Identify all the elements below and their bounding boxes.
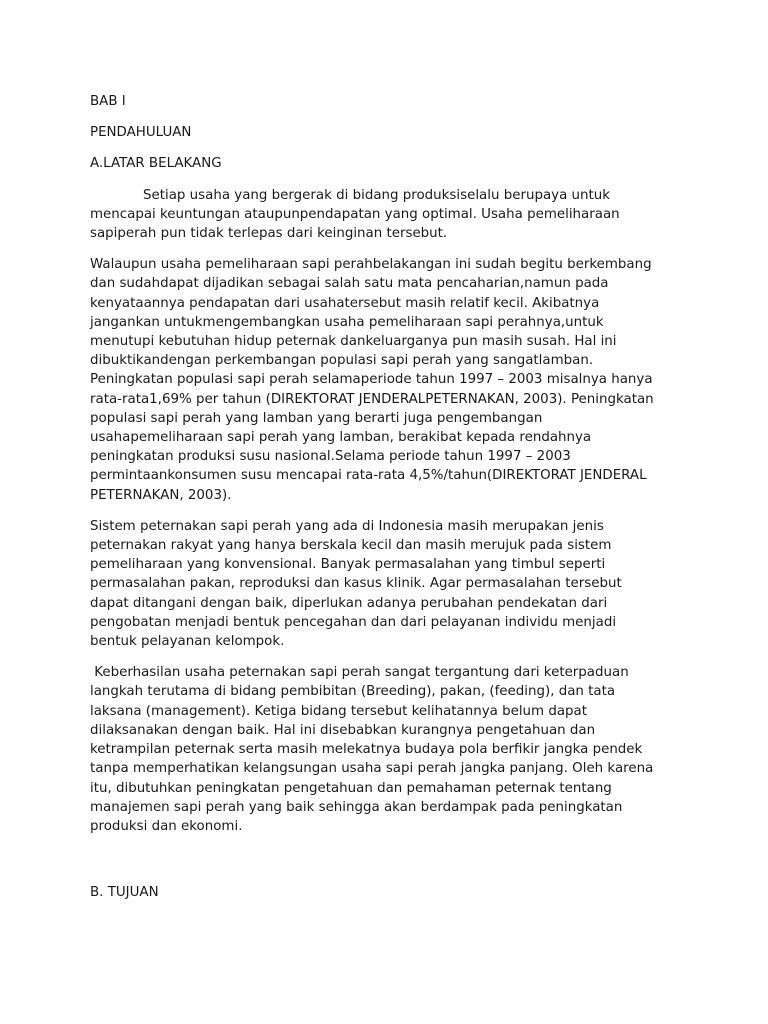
blank-space [90, 848, 680, 883]
paragraph-line: pengobatan menjadi bentuk pencegahan dan dari pelayanan individu menjadi [90, 614, 617, 630]
paragraph-line: dilaksanakan dengan baik. Hal ini disebabkan kurangnya pengetahuan dan [90, 722, 596, 738]
paragraph-line: dan sudahdapat dijadikan sebagai salah satu mata pencaharian,namun pada [90, 276, 609, 292]
paragraph-2 [90, 255, 680, 505]
paragraph-line: dibuktikandengan perkembangan populasi sapi perah yang sangatlamban. [90, 353, 594, 369]
paragraph-line: ketrampilan peternak serta masih melekatnya budaya pola berfikir jangka pendek [90, 742, 643, 758]
paragraph-line: laksana (management). Ketiga bidang tersebut kelihatannya belum dapat [90, 703, 588, 719]
paragraph-line: Peningkatan populasi sapi perah selamaperiode tahun 1997 – 2003 misalnya hanya [90, 372, 653, 388]
paragraph-line: manajemen sapi perah yang baik sehingga akan berdampak pada peningkatan [90, 799, 623, 815]
paragraph-line: rata-rata1,69% per tahun (DIREKTORAT JENDERALPETERNAKAN, 2003). Peningkatan [90, 391, 654, 407]
paragraph-line: permintaankonsumen susu mencapai rata-rata 4,5%/tahun(DIREKTORAT JENDERAL [90, 468, 647, 484]
paragraph-line: mencapai keuntungan ataupunpendapatan yang optimal. Usaha pemeliharaan [90, 206, 620, 222]
paragraph-line: Walaupun usaha pemeliharaan sapi perahbelakangan ini sudah begitu berkembang [90, 257, 652, 273]
paragraph-line: menutupi kebutuhan hidup peternak dankeluarganya pun masih susah. Hal ini [90, 334, 617, 350]
section-heading-b: B. TUJUAN [90, 885, 159, 901]
paragraph-line: peningkatan produksi susu nasional.Selama periode tahun 1997 – 2003 [90, 449, 571, 465]
paragraph-line: tanpa memperhatikan kelangsungan usaha sapi perah jangka panjang. Oleh karena [90, 761, 654, 777]
paragraph-line: dapat ditangani dengan baik, diperlukan adanya perubahan pendekatan dari [90, 595, 608, 611]
paragraph-line: pemeliharaan yang konvensional. Banyak permasalahan yang timbul seperti [90, 557, 606, 573]
section-heading-a: A.LATAR BELAKANG [90, 156, 222, 172]
paragraph-line: sapiperah pun tidak terlepas dari keinginan tersebut. [90, 226, 448, 242]
paragraph-line: permasalahan pakan, reproduksi dan kasus klinik. Agar permasalahan tersebut [90, 576, 622, 592]
paragraph-line: langkah terutama di bidang pembibitan (Breeding), pakan, (feeding), dan tata [90, 684, 616, 700]
paragraph-3 [90, 517, 680, 651]
chapter-title: PENDAHULUAN [90, 125, 192, 141]
paragraph-line: produksi dan ekonomi. [90, 818, 243, 834]
paragraph-line: peternakan rakyat yang hanya berskala kecil dan masih merujuk pada sistem [90, 538, 612, 554]
document-body [90, 92, 680, 914]
paragraph-line: PETERNAKAN, 2003). [90, 487, 232, 503]
chapter-number: BAB I [90, 94, 126, 109]
paragraph-line: Keberhasilan usaha peternakan sapi perah sangat tergantung dari keterpaduan [90, 665, 629, 681]
paragraph-4 [90, 663, 680, 836]
paragraph-line: Sistem peternakan sapi perah yang ada di Indonesia masih merupakan jenis [90, 518, 604, 534]
paragraph-line: kenyataannya pendapatan dari usahatersebut masih relatif kecil. Akibatnya [90, 295, 600, 311]
paragraph-line: usahapemeliharaan sapi perah yang lamban, berakibat kepada rendahnya [90, 430, 592, 446]
paragraph-line: jangankan untukmengembangkan usaha pemeliharaan sapi perahnya,untuk [90, 314, 604, 330]
paragraph-line: bentuk pelayanan kelompok. [90, 634, 285, 650]
paragraph-line: populasi sapi perah yang lamban yang berarti juga pengembangan [90, 410, 543, 426]
paragraph-line: Setiap usaha yang bergerak di bidang produksiselalu berupaya untuk [143, 187, 611, 203]
paragraph-line: itu, dibutuhkan peningkatan pengetahuan dan pemahaman peternak tentang [90, 780, 612, 796]
paragraph-1 [90, 186, 680, 244]
